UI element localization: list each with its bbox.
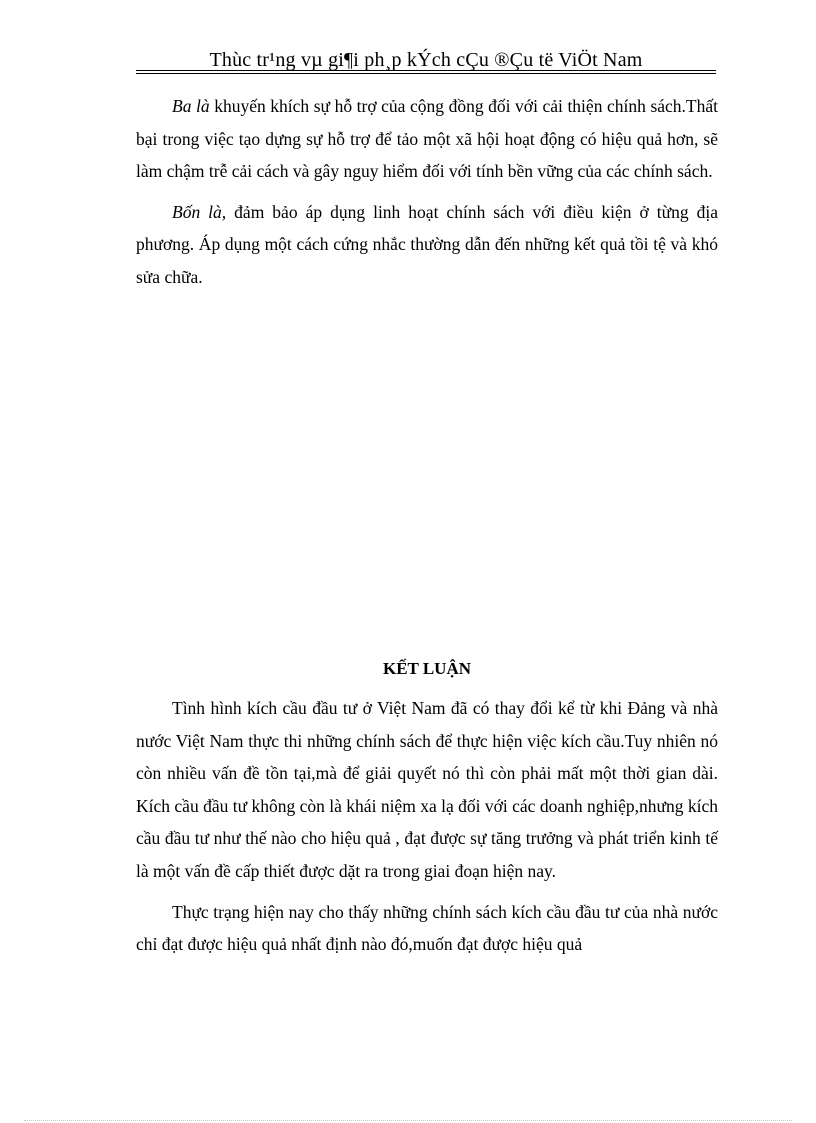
- conclusion-section: [136, 654, 718, 969]
- paragraph: Thực trạng hiện nay cho thấy những chính sách kích cầu đầu tư của nhà nước chỉ đạt được hiệu quả nhất định nào đó,muốn đạt được hiệu quả: [136, 901, 718, 955]
- section-title: KẾT LUẬN: [382, 659, 471, 678]
- running-header: Thùc tr¹ng vµ gi¶i ph¸p kÝch cÇu ®Çu të ViÖt Nam: [209, 49, 643, 71]
- body-section-continued: [136, 90, 718, 302]
- paragraph: [136, 196, 718, 294]
- header-rule-top: [136, 70, 716, 71]
- paragraph: Tình hình kích cầu đầu tư ở Việt Nam đã có thay đổi kể từ khi Đảng và nhà nước Việt Nam thực thi những chính sách để thực hiện việc kích cầu.Tuy nhiên nó còn nhiều vấn đề tồn tại,mà để giải quyết nó thì còn phải mất một thời gian dài. Kích cầu đầu tư không còn là khái niệm xa lạ đối với các doanh nghiệp,nhưng kích cầu đầu tư như thế nào cho hiệu quả , đạt được sự tăng trưởng và phát triển kinh tế là một vấn đề cấp thiết được dặt ra trong giai đoạn hiện nay.: [136, 698, 718, 881]
- paragraph-text: khuyến khích sự hỗ trợ của cộng đồng đối với cải thiện chính sách.Thất bại trong việc tạo dựng sự hỗ trợ để tảo một xã hội hoạt động có hiệu quả hơn, sẽ làm chậm trễ cải cách và gây nguy hiểm đối với tính bền vững của các chính sách.: [136, 96, 718, 182]
- paragraph-lead: Ba là: [172, 96, 210, 116]
- paragraph-text: đảm bảo áp dụng linh hoạt chính sách với điều kiện ở từng địa phương. Áp dụng một cách cứng nhắc thường dẫn đến những kết quả tồi tệ và khó sửa chữa.: [136, 201, 718, 287]
- header-rule-bottom: [136, 73, 716, 74]
- paragraph-lead: Bốn là,: [172, 201, 227, 222]
- page-bottom-border: [24, 1120, 792, 1121]
- paragraph: [136, 90, 718, 188]
